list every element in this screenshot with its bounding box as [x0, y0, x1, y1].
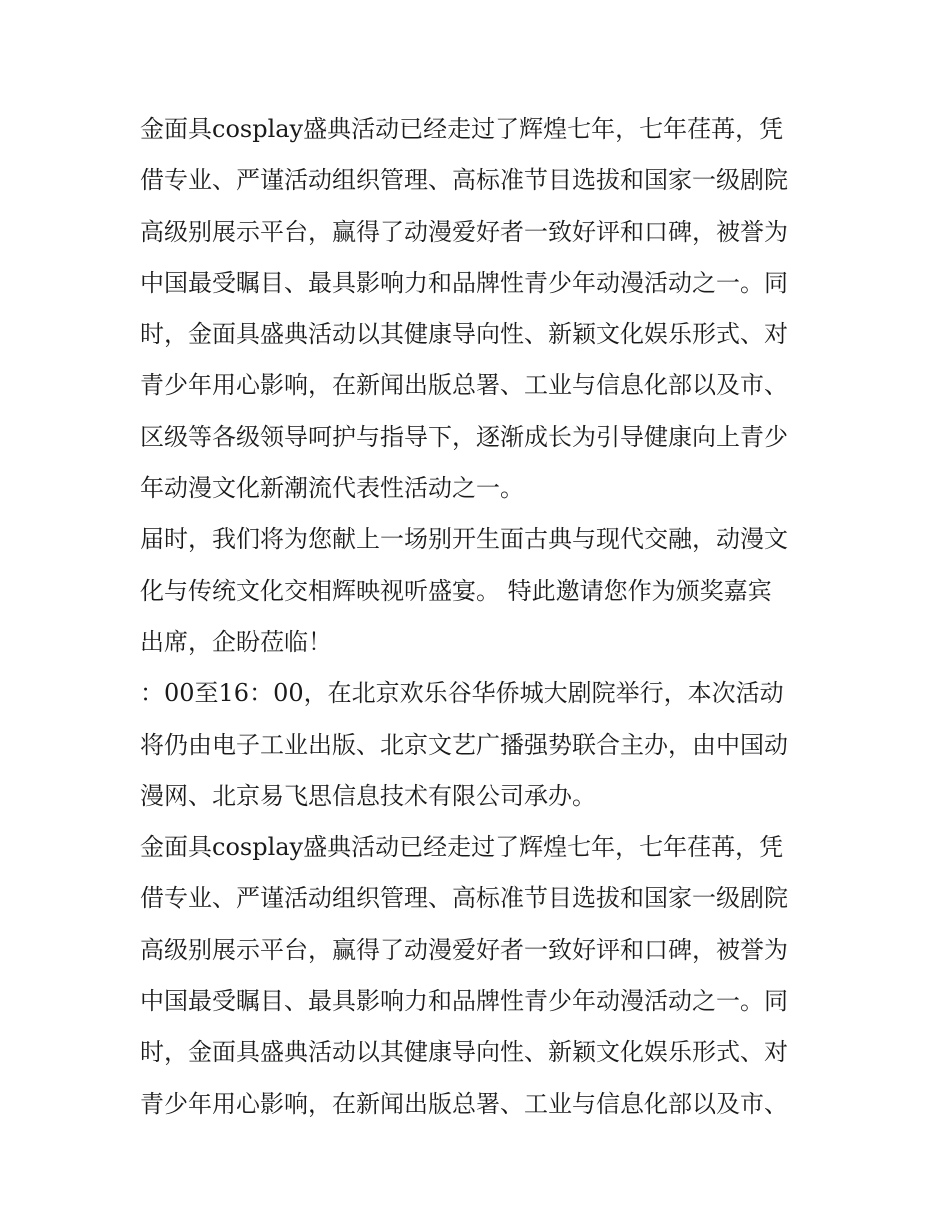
text-line: 年动漫文化新潮流代表性活动之一。 [140, 474, 524, 503]
text-line: 青少年用心影响，在新闻出版总署、工业与信息化部以及市、 [140, 1089, 788, 1118]
paragraph-intro-repeat [140, 822, 812, 1130]
text-line: 届时，我们将为您献上一场别开生面古典与现代交融，动漫文 [140, 525, 788, 554]
text-line: 时，金面具盛典活动以其健康导向性、新颖文化娱乐形式、对 [140, 320, 788, 349]
text-line: 中国最受瞩目、最具影响力和品牌性青少年动漫活动之一。同 [140, 987, 788, 1016]
text-line: 出席，企盼莅临！ [140, 627, 332, 656]
text-line: 高级别展示平台，赢得了动漫爱好者一致好评和口碑，被誉为 [140, 217, 788, 246]
paragraph-invitation [140, 514, 812, 668]
text-line: 时，金面具盛典活动以其健康导向性、新颖文化娱乐形式、对 [140, 1038, 788, 1067]
text-line: 漫网、北京易飞思信息技术有限公司承办。 [140, 781, 596, 810]
text-line: 金面具cosplay盛典活动已经走过了辉煌七年，七年荏苒，凭 [140, 115, 784, 143]
text-line: 借专业、严谨活动组织管理、高标准节目选拔和国家一级剧院 [140, 166, 788, 195]
text-line: 区级等各级领导呵护与指导下，逐渐成长为引导健康向上青少 [140, 422, 788, 451]
text-line: 化与传统文化交相辉映视听盛宴。 特此邀请您作为颁奖嘉宾 [140, 576, 772, 605]
text-line: 借专业、严谨活动组织管理、高标准节目选拔和国家一级剧院 [140, 884, 788, 913]
text-line: 中国最受瞩目、最具影响力和品牌性青少年动漫活动之一。同 [140, 268, 788, 297]
document-body [140, 104, 812, 1130]
paragraph-intro [140, 104, 812, 514]
paragraph-event-details [140, 668, 812, 822]
text-line: 金面具cosplay盛典活动已经走过了辉煌七年，七年荏苒，凭 [140, 833, 784, 862]
text-line: 青少年用心影响，在新闻出版总署、工业与信息化部以及市、 [140, 371, 788, 400]
text-line: ：00至16：00，在北京欢乐谷华侨城大剧院举行，本次活动 [140, 679, 784, 708]
text-line: 高级别展示平台，赢得了动漫爱好者一致好评和口碑，被誉为 [140, 935, 788, 964]
text-line: 将仍由电子工业出版、北京文艺广播强势联合主办，由中国动 [140, 730, 788, 759]
